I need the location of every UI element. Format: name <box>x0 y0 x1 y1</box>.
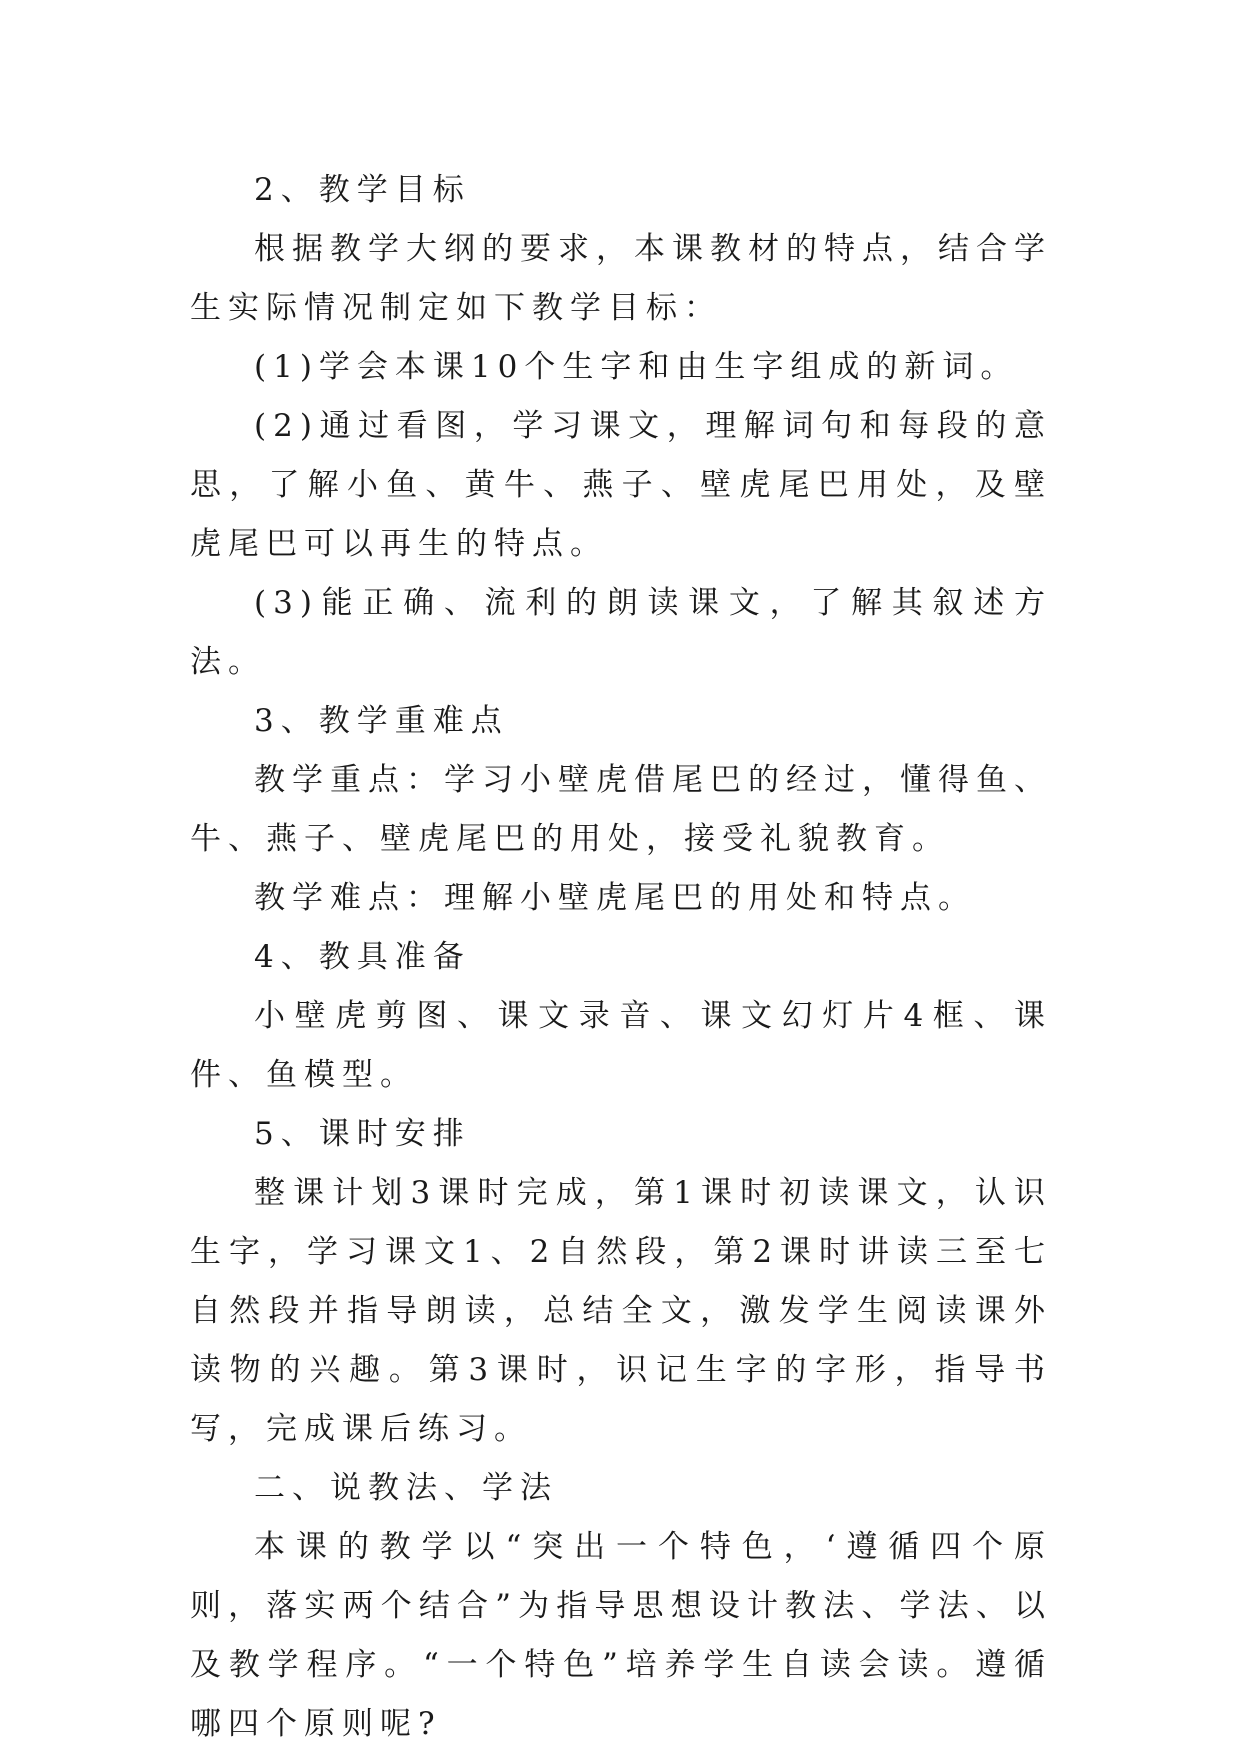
section-heading-teaching-goals: 2、教学目标 <box>254 172 471 208</box>
section-heading-schedule: 5、课时安排 <box>254 1116 471 1152</box>
paragraph-difficult-point: 教学难点：理解小壁虎尾巴的用处和特点。 <box>254 880 976 916</box>
section-heading-teaching-aids: 4、教具准备 <box>254 939 471 975</box>
paragraph-goal-2: (2)通过看图，学习课文，理解词句和每段的意思，了解小鱼、黄牛、燕子、壁虎尾巴用处，及壁虎尾巴可以再生的特点。 <box>190 408 1052 562</box>
section-heading-methods: 二、说教法、学法 <box>254 1470 558 1506</box>
paragraph-goal-1: (1)学会本课10个生字和由生字组成的新词。 <box>254 349 1019 385</box>
paragraph-teaching-aids: 小壁虎剪图、课文录音、课文幻灯片4框、课件、鱼模型。 <box>190 998 1052 1093</box>
section-heading-key-points: 3、教学重难点 <box>254 703 509 739</box>
paragraph-goals-intro: 根据教学大纲的要求，本课教材的特点，结合学生实际情况制定如下教学目标： <box>190 231 1052 326</box>
paragraph-schedule: 整课计划3课时完成，第1课时初读课文，认识生字，学习课文1、2自然段，第2课时讲读三至七自然段并指导朗读，总结全文，激发学生阅读课外读物的兴趣。第3课时，识记生字的字形，指导书写，完成课后练习。 <box>190 1175 1052 1447</box>
document-body <box>190 161 1052 1754</box>
paragraph-key-point: 教学重点：学习小壁虎借尾巴的经过，懂得鱼、牛、燕子、壁虎尾巴的用处，接受礼貌教育。 <box>190 762 1052 857</box>
paragraph-goal-3: (3)能正确、流利的朗读课文，了解其叙述方法。 <box>190 585 1052 680</box>
paragraph-methods: 本课的教学以“突出一个特色，‘遵循四个原则，落实两个结合”为指导思想设计教法、学法、以及教学程序。“一个特色”培养学生自读会读。遵循哪四个原则呢? <box>190 1529 1052 1742</box>
